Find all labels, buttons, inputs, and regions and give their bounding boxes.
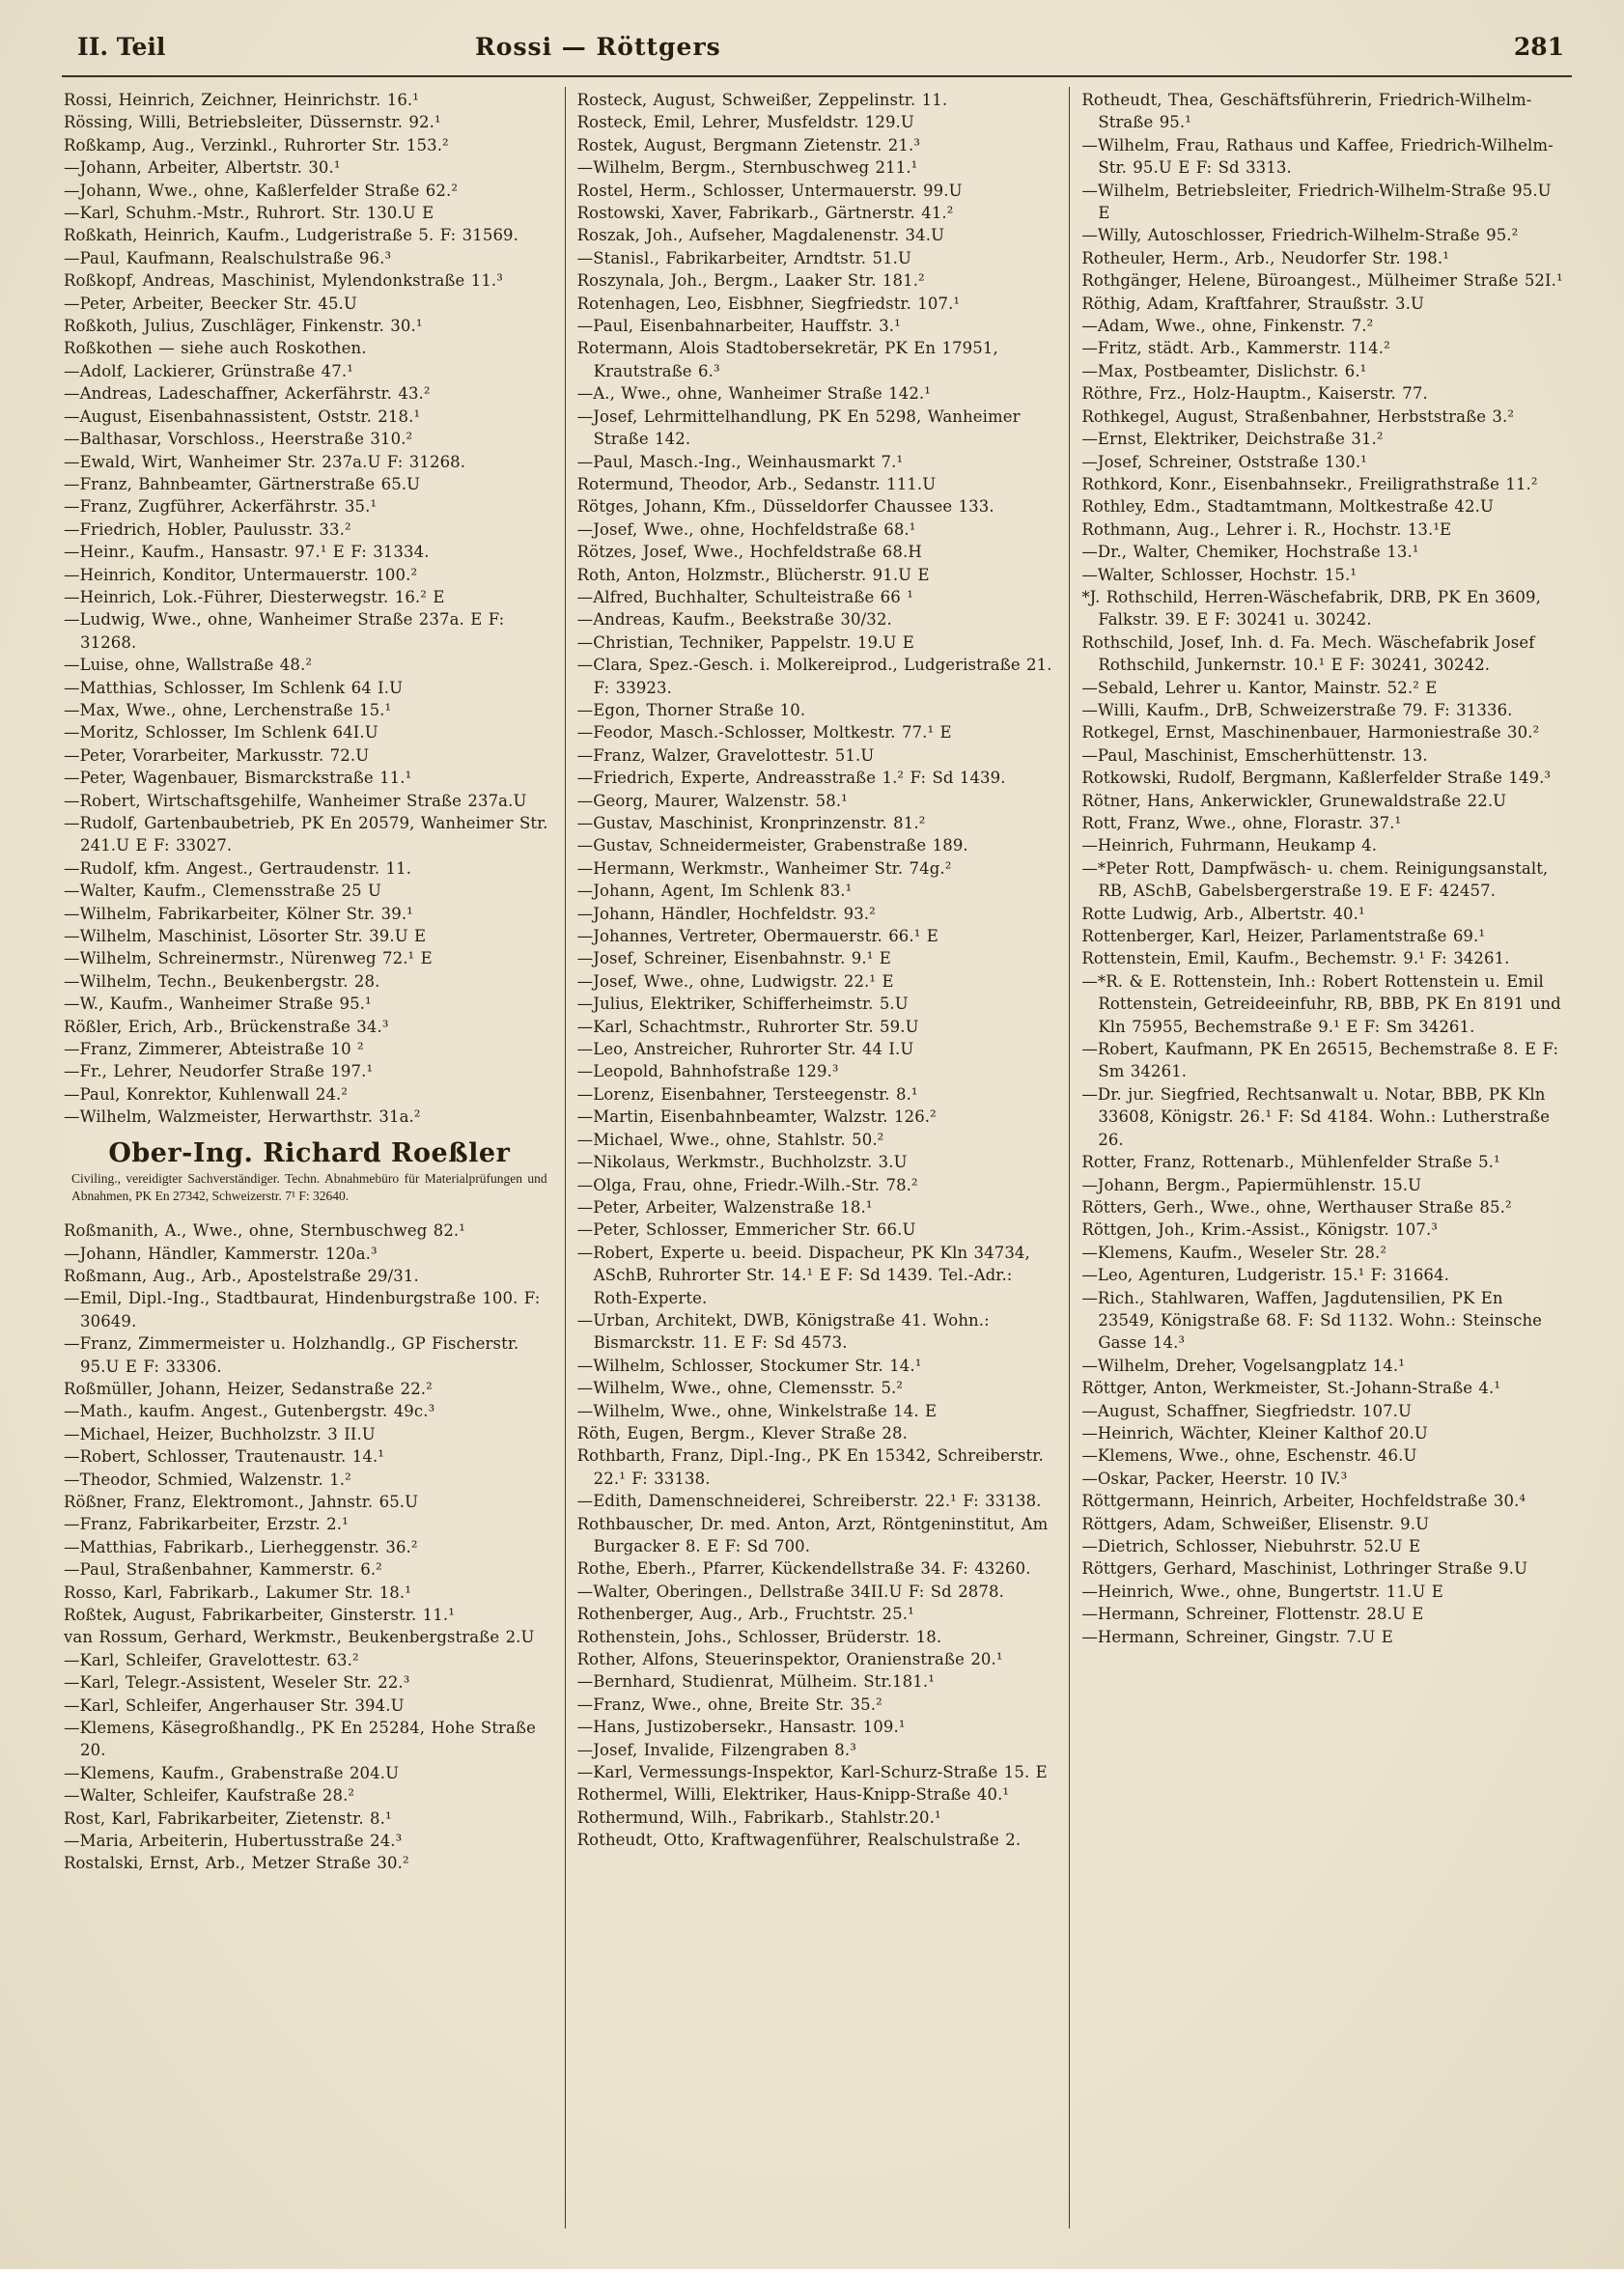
- directory-entry: Rößner, Franz, Elektromont., Jahnstr. 65.U: [64, 1492, 419, 1511]
- directory-entry: —Balthasar, Vorschloss., Heerstraße 310.²: [64, 430, 413, 449]
- page-number: 281: [1513, 33, 1564, 61]
- directory-entry: —Dr., Walter, Chemiker, Hochstraße 13.¹: [1081, 543, 1419, 562]
- directory-entry: —Adam, Wwe., ohne, Finkenstr. 7.²: [1081, 317, 1374, 336]
- directory-entry: —Leo, Anstreicher, Ruhrorter Str. 44 I.U: [576, 1040, 914, 1059]
- directory-entry: —Josef, Schreiner, Eisenbahnstr. 9.¹ E: [576, 949, 891, 968]
- directory-entry: —Johann, Agent, Im Schlenk 83.¹: [576, 882, 853, 901]
- directory-entry: —Walter, Kaufm., Clemensstraße 25 U: [64, 882, 382, 901]
- directory-entry: Rotheuler, Herm., Arb., Neudorfer Str. 198.¹: [1081, 248, 1449, 267]
- directory-entry: —Friedrich, Experte, Andreasstraße 1.² F: Sd 1439.: [576, 769, 1006, 788]
- directory-entry: —Peter, Vorarbeiter, Markusstr. 72.U: [64, 745, 370, 765]
- directory-entry: Rotte Ludwig, Arb., Albertstr. 40.¹: [1081, 904, 1365, 923]
- directory-entry: Rosteck, August, Schweißer, Zeppelinstr. 11.: [576, 91, 948, 109]
- directory-entry: Rostalski, Ernst, Arb., Metzer Straße 30.²: [64, 1854, 409, 1873]
- directory-entry: Rottenberger, Karl, Heizer, Parlamentstraße 69.¹: [1081, 927, 1486, 946]
- directory-entry: Roßkath, Heinrich, Kaufm., Ludgeristraße 5. F: 31569.: [64, 226, 518, 245]
- directory-entry: —Karl, Vermessungs-Inspektor, Karl-Schurz-Straße 15. E: [576, 1763, 1048, 1782]
- directory-entry: —Paul, Straßenbahner, Kammerstr. 6.²: [64, 1560, 382, 1580]
- directory-entry: —W., Kaufm., Wanheimer Straße 95.¹: [64, 994, 372, 1014]
- directory-entry: Röttgers, Adam, Schweißer, Elisenstr. 9.U: [1081, 1514, 1430, 1533]
- directory-entry: —Hermann, Schreiner, Gingstr. 7.U E: [1081, 1627, 1393, 1646]
- directory-entry: —Heinrich, Lok.-Führer, Diesterwegstr. 16.² E: [64, 587, 445, 606]
- directory-entry: —Egon, Thorner Straße 10.: [576, 700, 806, 719]
- directory-entry: Rotermund, Theodor, Arb., Sedanstr. 111.U: [576, 474, 937, 493]
- directory-entry: —Klemens, Kaufm., Grabenstraße 204.U: [64, 1763, 400, 1782]
- directory-entry: Rotheudt, Thea, Geschäftsführerin, Friedrich-Wilhelm-Straße 95.¹: [1081, 91, 1532, 132]
- directory-entry: —A., Wwe., ohne, Wanheimer Straße 142.¹: [576, 384, 931, 404]
- directory-entry: —Wilhelm, Dreher, Vogelsangplatz 14.¹: [1081, 1356, 1405, 1375]
- directory-entry: —Sebald, Lehrer u. Kantor, Mainstr. 52.² E: [1081, 678, 1438, 697]
- directory-entry: —Leopold, Bahnhofstraße 129.³: [576, 1062, 839, 1081]
- directory-entry: —Moritz, Schlosser, Im Schlenk 64I.U: [64, 723, 378, 742]
- directory-entry: —Klemens, Käsegroßhandlg., PK En 25284, Hohe Straße 20.: [64, 1719, 536, 1760]
- directory-entry: Rothgänger, Helene, Büroangest., Mülheimer Straße 52I.¹: [1081, 271, 1563, 291]
- directory-entry: —Wilhelm, Walzmeister, Herwarthstr. 31a.²: [64, 1107, 421, 1127]
- directory-entry: —Josef, Invalide, Filzengraben 8.³: [576, 1740, 856, 1759]
- directory-entry: Rothenstein, Johs., Schlosser, Brüderstr. 18.: [576, 1627, 942, 1646]
- directory-entry: Röttgermann, Heinrich, Arbeiter, Hochfeldstraße 30.⁴: [1081, 1492, 1526, 1511]
- advertisement-body: Civiling., vereidigter Sachverständiger. Techn. Abnahmebüro für Materialprüfungen und Abnahmen, PK En 27342, Schweizerstr. 7¹ F: 32640.: [71, 1171, 547, 1203]
- directory-entry: Röth, Eugen, Bergm., Klever Straße 28.: [576, 1423, 908, 1443]
- directory-entry: —Ewald, Wirt, Wanheimer Str. 237a.U F: 31268.: [64, 452, 466, 471]
- directory-entry: —Wilhelm, Frau, Rathaus und Kaffee, Friedrich-Wilhelm-Str. 95.U E F: Sd 3313.: [1081, 135, 1554, 178]
- directory-entry: —Karl, Schuhm.-Mstr., Ruhrort. Str. 130.U E: [64, 204, 434, 223]
- directory-entry: Roszynala, Joh., Bergm., Laaker Str. 181.²: [576, 271, 925, 291]
- directory-entry: —Lorenz, Eisenbahner, Tersteegenstr. 8.¹: [576, 1084, 918, 1104]
- directory-entry: —Stanisl., Fabrikarbeiter, Arndtstr. 51.U: [576, 248, 912, 267]
- directory-entry: —Karl, Telegr.-Assistent, Weseler Str. 22.³: [64, 1673, 410, 1693]
- directory-entry: —Rudolf, kfm. Angest., Gertraudenstr. 11.: [64, 858, 412, 878]
- directory-entry: —Willy, Autoschlosser, Friedrich-Wilhelm-Straße 95.²: [1081, 226, 1519, 245]
- directory-entry: —Julius, Elektriker, Schifferheimstr. 5.U: [576, 994, 909, 1014]
- directory-entry: —Michael, Wwe., ohne, Stahlstr. 50.²: [576, 1130, 884, 1149]
- directory-entry: —Klemens, Kaufm., Weseler Str. 28.²: [1081, 1243, 1387, 1262]
- directory-entry: Rothermel, Willi, Elektriker, Haus-Knipp-Straße 40.¹: [576, 1785, 1010, 1805]
- directory-entry: Rotkowski, Rudolf, Bergmann, Kaßlerfelder Straße 149.³: [1081, 769, 1552, 788]
- directory-entry: —Fritz, städt. Arb., Kammerstr. 114.²: [1081, 339, 1390, 358]
- directory-entry: Roßmanith, A., Wwe., ohne, Sternbuschweg 82.¹: [64, 1221, 465, 1241]
- directory-entry: —Johann, Bergm., Papiermühlenstr. 15.U: [1081, 1175, 1422, 1194]
- page-title: Rossi — Röttgers: [475, 33, 721, 61]
- directory-entry: Rosso, Karl, Fabrikarb., Lakumer Str. 18.¹: [64, 1583, 411, 1602]
- directory-entry: —Edith, Damenschneiderei, Schreiberstr. 22.¹ F: 33138.: [576, 1492, 1042, 1511]
- directory-entry: —Clara, Spez.-Gesch. i. Molkereiprod., Ludgeristraße 21. F: 33923.: [576, 656, 1052, 697]
- directory-entry: Rottenstein, Emil, Kaufm., Bechemstr. 9.¹ F: 34261.: [1081, 949, 1510, 968]
- directory-entry: Rosteck, Emil, Lehrer, Musfeldstr. 129.U: [576, 113, 914, 132]
- directory-entry: —Paul, Eisenbahnarbeiter, Hauffstr. 3.¹: [576, 317, 901, 336]
- directory-entry: Rothermund, Wilh., Fabrikarb., Stahlstr.20.¹: [576, 1807, 941, 1827]
- directory-entry: —Josef, Lehrmittelhandlung, PK En 5298, Wanheimer Straße 142.: [576, 406, 1021, 449]
- directory-entry: —Rich., Stahlwaren, Waffen, Jagdutensilien, PK En 23549, Königstraße 68. F: Sd 1132. Wohn.: Steinsche Gasse 14.³: [1081, 1288, 1543, 1353]
- directory-entry: —Peter, Wagenbauer, Bismarckstraße 11.¹: [64, 769, 412, 788]
- directory-entry: —Dr. jur. Siegfried, Rechtsanwalt u. Notar, BBB, PK Kln 33608, Königstr. 26.¹ F: Sd 4184. Wohn.: Lutherstraße 26.: [1081, 1084, 1551, 1149]
- directory-entry: —Heinrich, Konditor, Untermauerstr. 100.²: [64, 565, 418, 584]
- directory-entry: Röthre, Frz., Holz-Hauptm., Kaiserstr. 77.: [1081, 384, 1428, 404]
- directory-entry: —Nikolaus, Werkmstr., Buchholzstr. 3.U: [576, 1153, 908, 1172]
- directory-entry: Rothe, Eberh., Pfarrer, Kückendellstraße 34. F: 43260.: [576, 1559, 1031, 1579]
- directory-entry: Roßkothen — siehe auch Roskothen.: [64, 339, 367, 358]
- directory-entry: —Andreas, Ladeschaffner, Ackerfährstr. 43.²: [64, 384, 431, 404]
- directory-entry: Rotkegel, Ernst, Maschinenbauer, Harmoniestraße 30.²: [1081, 723, 1540, 742]
- directory-entry: —Matthias, Schlosser, Im Schlenk 64 I.U: [64, 678, 404, 697]
- header-rule: [62, 75, 1572, 77]
- directory-entry: —Willi, Kaufm., DrB, Schweizerstraße 79. F: 31336.: [1081, 700, 1513, 719]
- directory-entry: —Josef, Schreiner, Oststraße 130.¹: [1081, 452, 1367, 471]
- directory-entry: —Franz, Zimmerer, Abteistraße 10 ²: [64, 1040, 364, 1059]
- directory-entry: —Johann, Händler, Hochfeldstr. 93.²: [576, 904, 876, 923]
- directory-entry: Rothenberger, Aug., Arb., Fruchtstr. 25.¹: [576, 1605, 914, 1624]
- directory-entry: —Peter, Schlosser, Emmericher Str. 66.U: [576, 1220, 916, 1240]
- directory-entry: —Urban, Architekt, DWB, Königstraße 41. Wohn.: Bismarckstr. 11. E F: Sd 4573.: [576, 1310, 990, 1353]
- directory-entry: —Emil, Dipl.-Ing., Stadtbaurat, Hindenburgstraße 100. F: 30649.: [64, 1289, 541, 1331]
- directory-entry: —Paul, Konrektor, Kuhlenwall 24.²: [64, 1084, 349, 1104]
- directory-entry: —Ernst, Elektriker, Deichstraße 31.²: [1081, 430, 1384, 449]
- directory-entry: Rötters, Gerh., Wwe., ohne, Werthauser Straße 85.²: [1081, 1197, 1512, 1217]
- directory-entry: —Bernhard, Studienrat, Mülheim. Str.181.¹: [576, 1672, 935, 1692]
- directory-column-3: [1069, 87, 1574, 2228]
- directory-entry: —*R. & E. Rottenstein, Inh.: Robert Rottenstein u. Emil Rottenstein, Getreideeinfuhr, RB, BBB, PK En 8191 und Kln 75955, Bechemstraße 9.¹ E F: Sm 34261.: [1081, 971, 1561, 1036]
- directory-entry: —Wilhelm, Wwe., ohne, Clemensstr. 5.²: [576, 1379, 904, 1398]
- directory-entry: Rother, Alfons, Steuerinspektor, Oranienstraße 20.¹: [576, 1650, 1003, 1669]
- directory-entry: —Franz, Zugführer, Ackerfährstr. 35.¹: [64, 497, 378, 517]
- directory-entry: Röttgen, Joh., Krim.-Assist., Königstr. 107.³: [1081, 1220, 1439, 1240]
- directory-entry: —Hermann, Werkmstr., Wanheimer Str. 74g.²: [576, 858, 952, 878]
- directory-entry: Rostowski, Xaver, Fabrikarb., Gärtnerstr. 41.²: [576, 204, 954, 223]
- directory-entry: —Gustav, Schneidermeister, Grabenstraße 189.: [576, 836, 968, 855]
- directory-entry: —Franz, Fabrikarbeiter, Erzstr. 2.¹: [64, 1515, 349, 1534]
- directory-entry: —Andreas, Kaufm., Beekstraße 30/32.: [576, 610, 892, 630]
- directory-entry: —Wilhelm, Schreinermstr., Nürenweg 72.¹ E: [64, 949, 433, 968]
- directory-entry: —Franz, Wwe., ohne, Breite Str. 35.²: [576, 1695, 882, 1714]
- directory-entry: Roßmann, Aug., Arb., Apostelstraße 29/31.: [64, 1266, 419, 1285]
- directory-entry: —Martin, Eisenbahnbeamter, Walzstr. 126.²: [576, 1107, 937, 1127]
- directory-entry: —Fr., Lehrer, Neudorfer Straße 197.¹: [64, 1062, 374, 1081]
- directory-entry: —Wilhelm, Bergm., Sternbuschweg 211.¹: [576, 158, 918, 178]
- directory-entry: Rotermann, Alois Stadtobersekretär, PK En 17951, Krautstraße 6.³: [576, 339, 998, 380]
- directory-entry: —Heinrich, Wwe., ohne, Bungertstr. 11.U E: [1081, 1582, 1443, 1601]
- directory-entry: —Leo, Agenturen, Ludgeristr. 15.¹ F: 31664.: [1081, 1266, 1449, 1285]
- directory-entry: —Josef, Wwe., ohne, Hochfeldstraße 68.¹: [576, 519, 916, 539]
- directory-entry: —Robert, Wirtschaftsgehilfe, Wanheimer Straße 237a.U: [64, 791, 527, 810]
- directory-entry: —Adolf, Lackierer, Grünstraße 47.¹: [64, 361, 353, 380]
- directory-entry: Röthig, Adam, Kraftfahrer, Straußstr. 3.U: [1081, 294, 1425, 313]
- directory-entry: Roßkopf, Andreas, Maschinist, Mylendonkstraße 11.³: [64, 271, 503, 291]
- directory-entry: Rossi, Heinrich, Zeichner, Heinrichstr. 16.¹: [64, 91, 419, 109]
- directory-entry: —Christian, Techniker, Pappelstr. 19.U E: [576, 632, 914, 652]
- part-label: II. Teil: [77, 33, 166, 61]
- directory-entry: —Wilhelm, Wwe., ohne, Winkelstraße 14. E: [576, 1401, 938, 1420]
- directory-entry: —Theodor, Schmied, Walzenstr. 1.²: [64, 1470, 351, 1489]
- directory-entry: —Klemens, Wwe., ohne, Eschenstr. 46.U: [1081, 1446, 1417, 1466]
- directory-entry: Rotenhagen, Leo, Eisbhner, Siegfriedstr. 107.¹: [576, 294, 961, 313]
- directory-entry: —Franz, Walzer, Gravelottestr. 51.U: [576, 745, 875, 765]
- directory-entry: Rost, Karl, Fabrikarbeiter, Zietenstr. 8.¹: [64, 1808, 392, 1828]
- directory-entry: Rothley, Edm., Stadtamtmann, Moltkestraße 42.U: [1081, 497, 1494, 517]
- directory-entry: —Franz, Zimmermeister u. Holzhandlg., GP Fischerstr. 95.U E F: 33306.: [64, 1334, 519, 1376]
- directory-entry: —Walter, Oberingen., Dellstraße 34II.U F: Sd 2878.: [576, 1582, 1004, 1601]
- directory-entry: Rostek, August, Bergmann Zietenstr. 21.³: [576, 135, 921, 154]
- directory-entry: Rothbauscher, Dr. med. Anton, Arzt, Röntgeninstitut, Am Burgacker 8. E F: Sd 700.: [576, 1514, 1049, 1555]
- directory-entry: —August, Eisenbahnassistent, Oststr. 218.¹: [64, 406, 421, 426]
- directory-entry: —Michael, Heizer, Buchholzstr. 3 II.U: [64, 1424, 376, 1443]
- directory-entry: Rostel, Herm., Schlosser, Untermauerstr. 99.U: [576, 181, 963, 200]
- directory-entry: Rothkord, Konr., Eisenbahnsekr., Freiligrathstraße 11.²: [1081, 474, 1538, 493]
- directory-entry: —August, Schaffner, Siegfriedstr. 107.U: [1081, 1401, 1413, 1420]
- directory-entry: Rothmann, Aug., Lehrer i. R., Hochstr. 13.¹E: [1081, 519, 1452, 539]
- directory-entry: —Max, Postbeamter, Dislichstr. 6.¹: [1081, 361, 1367, 380]
- directory-entry: —Wilhelm, Schlosser, Stockumer Str. 14.¹: [576, 1356, 922, 1375]
- directory-entry: —Wilhelm, Fabrikarbeiter, Kölner Str. 39.¹: [64, 904, 413, 923]
- directory-entry: —Wilhelm, Maschinist, Lösorter Str. 39.U E: [64, 927, 427, 946]
- directory-entry: —Karl, Schleifer, Angerhauser Str. 394.U: [64, 1695, 405, 1715]
- directory-entry: Roßtek, August, Fabrikarbeiter, Ginsterstr. 11.¹: [64, 1606, 455, 1624]
- directory-entry: Rotheudt, Otto, Kraftwagenführer, Realschulstraße 2.: [576, 1831, 1022, 1850]
- directory-entry: —Rudolf, Gartenbaubetrieb, PK En 20579, Wanheimer Str. 241.U E F: 33027.: [64, 814, 548, 855]
- directory-entry: —Peter, Arbeiter, Walzenstraße 18.¹: [576, 1197, 873, 1217]
- directory-entry: —*Peter Rott, Dampfwäsch- u. chem. Reinigungsanstalt, RB, ASchB, Gabelsbergerstraße 19. E F: 42457.: [1081, 858, 1549, 901]
- directory-entry: —Hermann, Schreiner, Flottenstr. 28.U E: [1081, 1605, 1424, 1624]
- directory-entry: Rössing, Willi, Betriebsleiter, Düssernstr. 92.¹: [64, 113, 441, 132]
- directory-entry: —Maria, Arbeiterin, Hubertusstraße 24.³: [64, 1832, 403, 1851]
- directory-entry: —Hans, Justizobersekr., Hansastr. 109.¹: [576, 1718, 906, 1737]
- directory-entry: Roßkamp, Aug., Verzinkl., Ruhrorter Str. 153.²: [64, 135, 449, 154]
- directory-entry: Rothkegel, August, Straßenbahner, Herbststraße 3.²: [1081, 406, 1515, 426]
- directory-entry: van Rossum, Gerhard, Werkmstr., Beukenbergstraße 2.U: [64, 1628, 535, 1647]
- directory-entry: —Heinr., Kaufm., Hansastr. 97.¹ E F: 31334.: [64, 543, 430, 562]
- directory-entry: Roszak, Joh., Aufseher, Magdalenenstr. 34.U: [576, 226, 945, 245]
- directory-entry: —Georg, Maurer, Walzenstr. 58.¹: [576, 791, 848, 810]
- directory-entry: —Heinrich, Fuhrmann, Heukamp 4.: [1081, 836, 1378, 855]
- directory-entry: —Matthias, Fabrikarb., Lierheggenstr. 36.²: [64, 1537, 418, 1556]
- directory-entry: —Oskar, Packer, Heerstr. 10 IV.³: [1081, 1469, 1348, 1488]
- directory-entry: —Paul, Kaufmann, Realschulstraße 96.³: [64, 248, 392, 267]
- directory-entry: Rötzes, Josef, Wwe., Hochfeldstraße 68.H: [576, 543, 922, 562]
- directory-entry: —Walter, Schleifer, Kaufstraße 28.²: [64, 1786, 355, 1806]
- directory-entry: Roth, Anton, Holzmstr., Blücherstr. 91.U E: [576, 565, 930, 584]
- directory-entry: —Johann, Händler, Kammerstr. 120a.³: [64, 1244, 378, 1263]
- directory-entry: —Alfred, Buchhalter, Schulteistraße 66 ¹: [576, 587, 913, 606]
- directory-entry: —Wilhelm, Techn., Beukenbergstr. 28.: [64, 971, 380, 991]
- page-header: [60, 33, 1574, 71]
- directory-entry: —Robert, Kaufmann, PK En 26515, Bechemstraße 8. E F: Sm 34261.: [1081, 1040, 1559, 1081]
- directory-entry: Rötges, Johann, Kfm., Düsseldorfer Chaussee 133.: [576, 497, 994, 517]
- directory-entry: —Johann, Arbeiter, Albertstr. 30.¹: [64, 158, 341, 178]
- directory-entry: —Math., kaufm. Angest., Gutenbergstr. 49c.³: [64, 1402, 435, 1421]
- directory-entry: —Karl, Schleifer, Gravelottestr. 63.²: [64, 1650, 359, 1669]
- directory-entry: —Wilhelm, Betriebsleiter, Friedrich-Wilhelm-Straße 95.U E: [1081, 181, 1552, 223]
- directory-column-2: [565, 87, 1070, 2228]
- directory-column-1: [60, 87, 565, 2228]
- directory-entry: —Feodor, Masch.-Schlosser, Moltkestr. 77.¹ E: [576, 723, 952, 742]
- directory-entry: —Johann, Wwe., ohne, Kaßlerfelder Straße 62.²: [64, 181, 459, 200]
- directory-entry: —Max, Wwe., ohne, Lerchenstraße 15.¹: [64, 700, 392, 719]
- directory-entry: —Paul, Masch.-Ing., Weinhausmarkt 7.¹: [576, 452, 904, 471]
- directory-entry: Rott, Franz, Wwe., ohne, Florastr. 37.¹: [1081, 814, 1402, 832]
- directory-entry: —Robert, Schlosser, Trautenaustr. 14.¹: [64, 1447, 384, 1467]
- directory-entry: —Dietrich, Schlosser, Niebuhrstr. 52.U E: [1081, 1537, 1421, 1555]
- directory-entry: —Ludwig, Wwe., ohne, Wanheimer Straße 237a. E F: 31268.: [64, 610, 505, 652]
- directory-entry: Rößler, Erich, Arb., Brückenstraße 34.³: [64, 1017, 389, 1036]
- directory-entry: *J. Rothschild, Herren-Wäschefabrik, DRB, PK En 3609, Falkstr. 39. E F: 30241 u. 30242.: [1081, 587, 1541, 630]
- directory-entry: Roßmüller, Johann, Heizer, Sedanstraße 22.²: [64, 1379, 433, 1398]
- directory-entry: Roßkoth, Julius, Zuschläger, Finkenstr. 30.¹: [64, 317, 423, 336]
- directory-entry: Röttger, Anton, Werkmeister, St.-Johann-Straße 4.¹: [1081, 1379, 1501, 1398]
- directory-entry: —Peter, Arbeiter, Beecker Str. 45.U: [64, 294, 357, 313]
- columns-container: [60, 87, 1574, 2228]
- advertisement-title: Ober-Ing. Richard Roeßler: [108, 1137, 511, 1168]
- directory-entry: Rötner, Hans, Ankerwickler, Grunewaldstraße 22.U: [1081, 791, 1507, 810]
- directory-entry: Röttgers, Gerhard, Maschinist, Lothringer Straße 9.U: [1081, 1559, 1528, 1579]
- directory-entry: —Johannes, Vertreter, Obermauerstr. 66.¹ E: [576, 927, 938, 946]
- directory-entry: —Robert, Experte u. beeid. Dispacheur, PK Kln 34734, ASchB, Ruhrorter Str. 14.¹ E F: Sd 1439. Tel.-Adr.: Roth-Experte.: [576, 1243, 1030, 1307]
- directory-entry: —Franz, Bahnbeamter, Gärtnerstraße 65.U: [64, 474, 421, 493]
- directory-entry: —Karl, Schachtmstr., Ruhrorter Str. 59.U: [576, 1017, 919, 1036]
- directory-entry: —Gustav, Maschinist, Kronprinzenstr. 81.²: [576, 814, 926, 832]
- directory-entry: —Olga, Frau, ohne, Friedr.-Wilh.-Str. 78.²: [576, 1175, 918, 1194]
- directory-entry: —Luise, ohne, Wallstraße 48.²: [64, 656, 313, 675]
- directory-entry: —Walter, Schlosser, Hochstr. 15.¹: [1081, 565, 1358, 584]
- directory-entry: Rothschild, Josef, Inh. d. Fa. Mech. Wäschefabrik Josef Rothschild, Junkernstr. 10.¹ E F: 30241, 30242.: [1081, 632, 1535, 675]
- directory-entry: —Paul, Maschinist, Emscherhüttenstr. 13.: [1081, 745, 1428, 765]
- directory-entry: Rotter, Franz, Rottenarb., Mühlenfelder Straße 5.¹: [1081, 1153, 1500, 1172]
- directory-entry: —Josef, Wwe., ohne, Ludwigstr. 22.¹ E: [576, 971, 894, 991]
- directory-entry: —Friedrich, Hobler, Paulusstr. 33.²: [64, 519, 351, 539]
- advertisement: [66, 1137, 553, 1204]
- directory-entry: Rothbarth, Franz, Dipl.-Ing., PK En 15342, Schreiberstr. 22.¹ F: 33138.: [576, 1446, 1044, 1488]
- directory-entry: —Heinrich, Wächter, Kleiner Kalthof 20.U: [1081, 1423, 1428, 1443]
